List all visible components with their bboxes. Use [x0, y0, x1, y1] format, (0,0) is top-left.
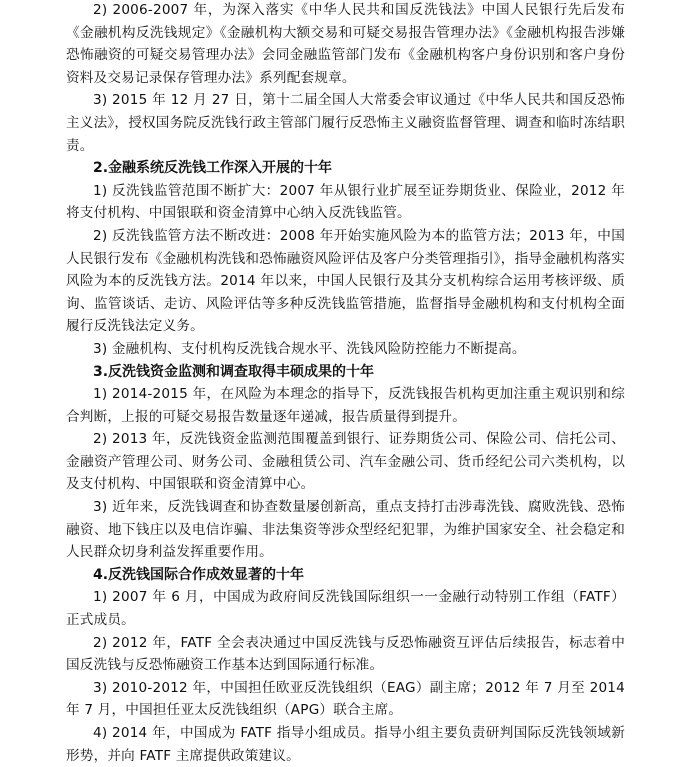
paragraph-investigations: 3) 近年来，反洗钱调查和协查数量屡创新高，重点支持打击涉毒洗钱、腐败洗钱、恐怖融资、地下钱庄以及电信诈骗、非法集资等涉众型经纪犯罪，为维护国家安全、社会稳定和人民群众切身利益发挥重要作用。 — [66, 499, 625, 561]
paragraph-2014-2015-reports: 1) 2014-2015 年，在风险为本理念的指导下，反洗钱报告机构更加注重主观识别和综合判断，上报的可疑交易报告数量逐年递减，报告质量得到提升。 — [66, 386, 625, 425]
paragraph-2013-monitoring-scope: 2) 2013 年，反洗钱资金监测范围覆盖到银行、证券期货公司、保险公司、信托公司、金融资产管理公司、财务公司、金融租赁公司、汽车金融公司、货币经纪公司六类机构，以及支付机构、中国银联和资金清算中心。 — [66, 431, 625, 493]
paragraph-2012-fatf-report: 2) 2012 年，FATF 全会表决通过中国反洗钱与反恐怖融资互评估后续报告，标志着中国反洗钱与反恐怖融资工作基本达到国际通行标准。 — [66, 634, 625, 674]
section-heading-4: 4.反洗钱国际合作成效显著的十年 — [93, 566, 305, 583]
paragraph-compliance-level: 3) 金融机构、支付机构反洗钱合规水平、洗钱风险防控能力不断提高。 — [93, 340, 526, 357]
paragraph-2007-fatf-membership: 1) 2007 年 6 月，中国成为政府间反洗钱国际组织一一金融行动特别工作组（FATF）正式成员。 — [66, 589, 625, 629]
paragraph-2015-anti-terrorism-law: 3) 2015 年 12 月 27 日，第十二届全国人大常委会审议通过《中华人民共和国反恐怖主义法》，授权国务院反洗钱行政主管部门履行反恐怖主义融资监督管理、调查和临时冻结职责。 — [66, 92, 625, 154]
paragraph-supervision-scope: 1) 反洗钱监管范围不断扩大：2007 年从银行业扩展至证券期货业、保险业，2012 年将支付机构、中国银联和资金清算中心纳入反洗钱监管。 — [66, 182, 625, 222]
section-heading-3: 3.反洗钱资金监测和调查取得丰硕成果的十年 — [93, 363, 375, 380]
section-heading-2: 2.金融系统反洗钱工作深入开展的十年 — [93, 160, 333, 177]
paragraph-2006-2007-regulations: 2) 2006-2007 年，为深入落实《中华人民共和国反洗钱法》中国人民银行先后发布《金融机构反洗钱规定》《金融机构大额交易和可疑交易报告管理办法》《金融机构报告涉嫌恐怖融资的可疑交易管理办法》会同金融监管部门发布《金融机构客户身份识别和客户身份资料及交易记录保存管理办法》系列配套规章。 — [66, 2, 625, 86]
paragraph-eag-apg-roles: 3) 2010-2012 年，中国担任欧亚反洗钱组织（EAG）副主席；2012 年 7 月至 2014 年 7 月，中国担任亚太反洗钱组织（APG）联合主席。 — [66, 679, 625, 719]
paragraph-2014-fatf-steering-group: 4) 2014 年，中国成为 FATF 指导小组成员。指导小组主要负责研判国际反洗钱领域新形势，并向 FATF 主席提供政策建议。 — [66, 725, 625, 764]
paragraph-supervision-methods: 2) 反洗钱监管方法不断改进：2008 年开始实施风险为本的监管方法；2013 年，中国人民银行发布《金融机构洗钱和恐怖融资风险评估及客户分类管理指引》，指导金融机构落实风险为本的反洗钱方法。2014 年以来，中国人民银行及其分支机构综合运用考核评级、质询、监管谈话、走访、风险评估等多种反洗钱监管措施，监督指导金融机构和支付机构全面履行反洗钱法定义务。 — [66, 227, 625, 335]
